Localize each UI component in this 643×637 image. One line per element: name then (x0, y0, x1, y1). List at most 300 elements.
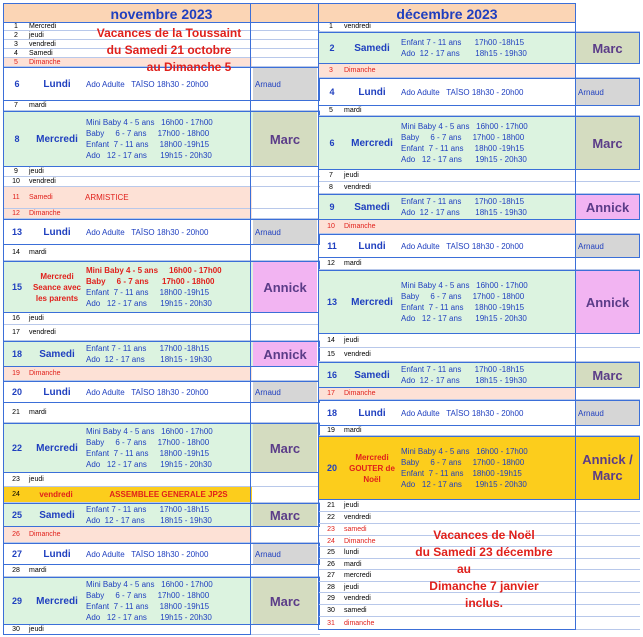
activity-cell (83, 101, 252, 110)
day-row (3, 209, 320, 219)
activity-cell (398, 512, 575, 523)
day-number: 27 (327, 572, 335, 579)
activity-line: Ado 12 - 17 ans 19h15 - 20h30 (86, 460, 212, 469)
activity-cell (84, 424, 253, 472)
coach-cell (252, 40, 316, 48)
day-row (3, 261, 320, 313)
activity-line: Enfant 7 - 11 ans 18h00 -19h15 (401, 469, 522, 478)
activity-cell (83, 367, 252, 380)
day-number: 23 (327, 526, 335, 533)
activity-cell (83, 625, 252, 634)
coach-cell (575, 547, 638, 558)
day-name: jeudi (344, 337, 359, 344)
day-number: 28 (12, 567, 20, 574)
day-number: 17 (318, 388, 344, 399)
activity-line: Mini Baby 4 - 5 ans 16h00 - 17h00 (401, 447, 528, 456)
coach-cell (252, 245, 316, 260)
day-row (318, 194, 640, 220)
coach-cell (252, 527, 316, 542)
activity-cell (83, 473, 252, 486)
day-number: 26 (327, 560, 335, 568)
day-number: 14 (12, 249, 20, 256)
day-row (3, 577, 320, 625)
activity-line: Ado 12 - 17 ans 19h15 - 20h30 (401, 314, 527, 323)
day-name: Dimanche (344, 220, 398, 233)
day-row (318, 182, 640, 194)
day-row (3, 167, 320, 177)
activity-line: Ado 12 - 17 ans 18h15 - 19h30 (401, 49, 527, 58)
vacation-line-3: au Dimanche 5 (146, 60, 232, 74)
day-name: Lundi (43, 548, 71, 560)
day-row (318, 270, 640, 334)
coach-cell (252, 473, 316, 486)
day-name: jeudi (344, 172, 359, 179)
day-number: 24 (327, 537, 335, 545)
coach-cell (575, 593, 638, 604)
day-name: vendredi (344, 184, 371, 191)
day-number: 27 (11, 549, 22, 559)
coach-cell: Marc (253, 112, 317, 166)
activity-line: Enfant 7 - 11 ans 18h00 -19h15 (86, 140, 210, 149)
coach-cell: Marc (253, 504, 317, 526)
day-number: 3 (14, 40, 18, 48)
activity-cell (399, 33, 576, 63)
activity-cell (84, 112, 253, 166)
day-name: Samedi (345, 195, 399, 219)
coach-cell (575, 570, 638, 581)
day-name: vendredi (344, 351, 371, 358)
day-name: Mercredi (30, 112, 84, 166)
day-name: jeudi (29, 626, 44, 633)
activity-cell (83, 167, 252, 176)
coach-cell (575, 524, 638, 535)
activity-line: Enfant 7 - 11 ans 17h00 -18h15 (401, 38, 525, 47)
day-row (318, 32, 640, 64)
activity-cell (398, 22, 575, 31)
coach-cell (575, 582, 638, 592)
vacation-line-1: Vacances de Noël (433, 528, 535, 542)
coach-cell: Arnaud (253, 544, 317, 564)
activity-line: Ado 12 - 17 ans 19h15 - 20h30 (86, 299, 212, 308)
activity-cell (83, 527, 252, 542)
coach-cell (252, 565, 316, 576)
coach-cell: Marc (253, 424, 317, 472)
activity-cell (398, 64, 575, 77)
activity-cell (398, 500, 575, 511)
day-name: lundi (344, 549, 359, 556)
day-number: 22 (4, 424, 30, 472)
activity-line: Ado Adulte TAÏSO 18h30 - 20h00 (86, 387, 209, 397)
day-number: 13 (11, 227, 22, 237)
coach-cell: Annick (253, 262, 317, 312)
activity-cell (398, 220, 575, 233)
activity-line: Baby 6 - 7 ans 17h00 - 18h00 (86, 277, 215, 286)
day-row (318, 617, 640, 630)
day-row (3, 527, 320, 543)
activity-line: Enfant 7 - 11 ans 17h00 -18h15 (86, 344, 210, 353)
day-number: 6 (319, 117, 345, 169)
coach-cell: Arnaud (576, 401, 639, 425)
day-number: 22 (327, 514, 335, 521)
day-name: Samedi (29, 187, 83, 208)
coach-cell (575, 500, 638, 511)
day-name: mardi (29, 249, 47, 256)
activity-line: Enfant 7 - 11 ans 17h00 -18h15 (401, 197, 525, 206)
activity-line: Ado Adulte TAÏSO 18h30 - 20h00 (86, 227, 209, 237)
day-number: 21 (12, 409, 20, 416)
activity-cell (84, 342, 253, 366)
coach-cell (252, 49, 316, 57)
coach-cell (575, 220, 638, 233)
day-name: jeudi (29, 476, 44, 483)
activity-line: Ado 12 - 17 ans 19h15 - 20h30 (401, 480, 527, 489)
activity-cell (83, 565, 252, 576)
day-row (318, 78, 640, 106)
activity-cell (83, 313, 252, 324)
day-number: 28 (327, 583, 335, 591)
month-title-december: décembre 2023 (318, 3, 576, 23)
day-number: 31 (327, 619, 335, 627)
day-number: 9 (319, 195, 345, 219)
day-row (3, 565, 320, 577)
coach-cell: Arnaud (576, 79, 639, 105)
coach-cell (575, 512, 638, 523)
day-name: Samedi (30, 504, 84, 526)
day-name: dimanche (344, 619, 375, 627)
day-name: Dimanche (344, 537, 376, 545)
activity-line: Enfant 7 - 11 ans 18h00 -19h15 (401, 303, 525, 312)
activity-line: Ado 12 - 17 ans 18h15 - 19h30 (86, 355, 212, 364)
coach-cell (575, 106, 638, 115)
activity-cell (83, 325, 252, 340)
activity-cell (399, 79, 576, 105)
coach-cell (252, 58, 316, 66)
day-name: mardi (344, 107, 362, 114)
day-row (3, 403, 320, 423)
day-number: 15 (4, 262, 30, 312)
day-name: jeudi (344, 502, 359, 509)
day-number: 11 (3, 187, 29, 208)
day-number: 1 (329, 23, 333, 30)
day-name: Mercredi (29, 22, 57, 30)
coach-cell (252, 187, 316, 208)
day-name: Dimanche (29, 527, 83, 542)
day-name: jeudi (29, 31, 44, 39)
coach-cell: Annick / Marc (576, 437, 639, 499)
coach-cell (575, 64, 638, 77)
activity-line: Ado Adulte TAÏSO 18h30 - 20h00 (401, 87, 524, 97)
coach-cell (575, 388, 638, 399)
day-number: 30 (12, 626, 20, 633)
day-row (3, 473, 320, 487)
activity-line: ASSEMBLEE GENERALE JP2S (109, 490, 228, 499)
day-number: 25 (327, 549, 335, 556)
coach-cell: Marc (576, 117, 639, 169)
activity-line: Ado Adulte TAÏSO 18h30 - 20h00 (86, 79, 209, 89)
day-row (3, 381, 320, 403)
activity-cell (84, 382, 253, 402)
coach-cell (575, 334, 638, 347)
day-name: vendredi (29, 487, 83, 502)
day-row (3, 367, 320, 381)
activity-cell (398, 348, 575, 361)
day-number: 25 (4, 504, 30, 526)
day-name: samedi (344, 526, 367, 533)
day-number: 19 (3, 367, 29, 380)
activity-cell (84, 544, 253, 564)
activity-line: Mini Baby 4 - 5 ans 16h00 - 17h00 (86, 266, 222, 275)
activity-cell (83, 187, 252, 208)
activity-cell (84, 504, 253, 526)
day-row (318, 512, 640, 524)
day-number: 7 (14, 102, 18, 109)
day-name: mercredi (344, 572, 372, 579)
activity-cell (398, 426, 575, 435)
day-name: Samedi (345, 363, 399, 387)
day-name: mardi (29, 567, 47, 574)
day-row (318, 388, 640, 400)
activity-line: Baby 6 - 7 ans 17h00 - 18h00 (401, 458, 525, 467)
day-name: Mercredi Seance avec les parents (30, 262, 84, 312)
day-name: Lundi (358, 240, 386, 252)
activity-line: Ado 12 - 17 ans 19h15 - 20h30 (401, 155, 527, 164)
activity-cell (398, 170, 575, 181)
day-number: 1 (14, 22, 18, 30)
day-row (318, 170, 640, 182)
day-name: Samedi (345, 33, 399, 63)
coach-cell (575, 536, 638, 546)
day-number: 2 (319, 33, 345, 63)
day-number: 12 (327, 260, 335, 267)
day-number: 12 (3, 209, 29, 218)
activity-cell (398, 617, 575, 629)
day-name: Mercredi GOUTER de Noël (345, 437, 399, 499)
day-row (318, 400, 640, 426)
day-number: 16 (319, 363, 345, 387)
month-title-november: novembre 2023 (3, 3, 320, 23)
day-row (318, 116, 640, 170)
day-row (3, 487, 320, 503)
day-row (318, 258, 640, 270)
day-name: vendredi (344, 514, 371, 521)
activity-line: Ado 12 - 17 ans 19h15 - 20h30 (86, 151, 212, 160)
coach-cell (252, 177, 316, 186)
day-name: Samedi (29, 49, 53, 57)
coach-cell: Arnaud (253, 68, 317, 100)
activity-line: Baby 6 - 7 ans 17h00 - 18h00 (86, 129, 210, 138)
day-row (318, 348, 640, 362)
activity-cell (83, 403, 252, 422)
day-number: 2 (14, 31, 18, 39)
activity-line: Mini Baby 4 - 5 ans 16h00 - 17h00 (401, 281, 528, 290)
vacation-note-noel (398, 527, 570, 612)
day-row (3, 543, 320, 565)
activity-line: Mini Baby 4 - 5 ans 16h00 - 17h00 (86, 118, 213, 127)
activity-line: Baby 6 - 7 ans 17h00 - 18h00 (86, 438, 210, 447)
coach-cell: Arnaud (253, 382, 317, 402)
coach-cell: Annick (253, 342, 317, 366)
day-name: Lundi (43, 386, 71, 398)
activity-cell (83, 209, 252, 218)
day-name: mardi (344, 427, 362, 434)
day-number: 29 (4, 578, 30, 624)
activity-line: Ado 12 - 17 ans 19h15 - 20h30 (86, 613, 212, 622)
activity-cell (399, 401, 576, 425)
vacation-line-2: du Samedi 23 décembre (415, 545, 553, 559)
day-name: Dimanche (29, 367, 83, 380)
activity-line: Baby 6 - 7 ans 17h00 - 18h00 (401, 133, 525, 142)
activity-line: Baby 6 - 7 ans 17h00 - 18h00 (86, 591, 210, 600)
day-name: vendredi (29, 40, 56, 48)
day-row (318, 234, 640, 258)
day-number: 29 (327, 595, 335, 602)
coach-cell: Arnaud (253, 220, 317, 244)
day-number: 20 (11, 387, 22, 397)
activity-cell (84, 578, 253, 624)
day-row (3, 111, 320, 167)
coach-cell (252, 209, 316, 218)
day-row (3, 341, 320, 367)
activity-cell (399, 363, 576, 387)
day-row (318, 106, 640, 116)
day-number: 10 (318, 220, 344, 233)
day-name: jeudi (29, 315, 44, 322)
activity-line: Enfant 7 - 11 ans 18h00 -19h15 (86, 288, 210, 297)
day-name: Mercredi (345, 117, 399, 169)
day-row (3, 625, 320, 635)
day-name: Lundi (43, 226, 71, 238)
activity-cell (398, 182, 575, 193)
day-number: 8 (329, 184, 333, 191)
activity-line: Enfant 7 - 11 ans 18h00 -19h15 (401, 144, 525, 153)
activity-cell (83, 177, 252, 186)
day-name: Dimanche (344, 64, 398, 77)
day-number: 13 (319, 271, 345, 333)
activity-line: Ado 12 - 17 ans 18h15 - 19h30 (86, 516, 212, 525)
day-row (3, 219, 320, 245)
day-number: 4 (14, 49, 18, 57)
coach-cell (575, 426, 638, 435)
coach-cell (252, 403, 316, 422)
coach-cell (252, 367, 316, 380)
day-number: 8 (4, 112, 30, 166)
activity-cell (398, 106, 575, 115)
coach-cell: Annick (576, 271, 639, 333)
coach-cell (575, 559, 638, 569)
day-row (318, 64, 640, 78)
day-row (3, 313, 320, 325)
day-name: mardi (29, 102, 47, 109)
day-number: 17 (12, 329, 20, 336)
day-row (3, 503, 320, 527)
day-row (318, 22, 640, 32)
vacation-line-4: Dimanche 7 janvier (429, 579, 539, 593)
coach-cell (252, 167, 316, 176)
day-name: vendredi (344, 595, 371, 602)
day-number: 5 (329, 107, 333, 114)
day-number: 18 (326, 408, 337, 418)
day-name: Lundi (358, 407, 386, 419)
day-name: Mercredi (30, 424, 84, 472)
day-number: 5 (3, 58, 29, 66)
activity-line: Ado Adulte TAÏSO 18h30 - 20h00 (401, 408, 524, 418)
day-name: Dimanche (29, 58, 83, 66)
day-name: Dimanche (344, 388, 398, 399)
day-row (3, 177, 320, 187)
day-number: 7 (329, 172, 333, 179)
day-name: vendredi (29, 178, 56, 185)
activity-line: Enfant 7 - 11 ans 18h00 -19h15 (86, 602, 210, 611)
activity-cell (84, 262, 253, 312)
day-row (3, 325, 320, 341)
day-number: 18 (4, 342, 30, 366)
day-number: 30 (327, 607, 335, 614)
day-name: Mercredi (345, 271, 399, 333)
activity-line: ARMISTICE (85, 193, 129, 202)
day-number: 19 (327, 427, 335, 434)
activity-cell (399, 195, 576, 219)
activity-cell (83, 245, 252, 260)
day-row (3, 245, 320, 261)
activity-line: Enfant 7 - 11 ans 18h00 -19h15 (86, 449, 210, 458)
activity-cell (399, 235, 576, 257)
activity-line: Mini Baby 4 - 5 ans 16h00 - 17h00 (86, 580, 213, 589)
day-name: vendredi (344, 23, 371, 30)
day-row (318, 220, 640, 234)
vacation-line-3: au (456, 562, 471, 576)
day-number: 14 (327, 337, 335, 344)
coach-cell (575, 348, 638, 361)
coach-cell (575, 170, 638, 181)
activity-cell (84, 220, 253, 244)
activity-line: Mini Baby 4 - 5 ans 16h00 - 17h00 (86, 427, 213, 436)
day-row (3, 423, 320, 473)
day-name: vendredi (29, 329, 56, 336)
coach-cell (252, 31, 316, 39)
vacation-line-5: inclus. (464, 596, 503, 610)
coach-cell (575, 22, 638, 31)
day-name: samedi (344, 607, 367, 614)
activity-line: Ado Adulte TAÏSO 18h30 - 20h00 (86, 549, 209, 559)
day-row (3, 101, 320, 111)
activity-cell (398, 258, 575, 269)
day-number: 3 (318, 64, 344, 77)
vacation-note-toussaint (83, 25, 255, 76)
activity-cell (399, 117, 576, 169)
activity-line: Ado Adulte TAÏSO 18h30 - 20h00 (401, 241, 524, 251)
activity-cell (399, 437, 576, 499)
day-number: 15 (327, 351, 335, 358)
day-number: 9 (14, 168, 18, 175)
day-row (318, 426, 640, 436)
day-row (318, 362, 640, 388)
day-number: 26 (3, 527, 29, 542)
day-name: mardi (344, 260, 362, 267)
activity-line: Ado 12 - 17 ans 18h15 - 19h30 (401, 376, 527, 385)
day-number: 10 (12, 178, 20, 185)
coach-cell: Annick (576, 195, 639, 219)
coach-cell (575, 605, 638, 616)
coach-cell: Marc (253, 578, 317, 624)
day-number: 11 (327, 241, 337, 251)
day-name: Lundi (43, 78, 71, 90)
coach-cell (252, 625, 316, 634)
vacation-line-2: du Samedi 21 octobre (106, 43, 232, 57)
day-name: Dimanche (29, 209, 83, 218)
vacation-line-1: Vacances de la Toussaint (96, 26, 242, 40)
activity-line: Ado 12 - 17 ans 18h15 - 19h30 (401, 208, 527, 217)
day-name: mardi (344, 560, 362, 568)
